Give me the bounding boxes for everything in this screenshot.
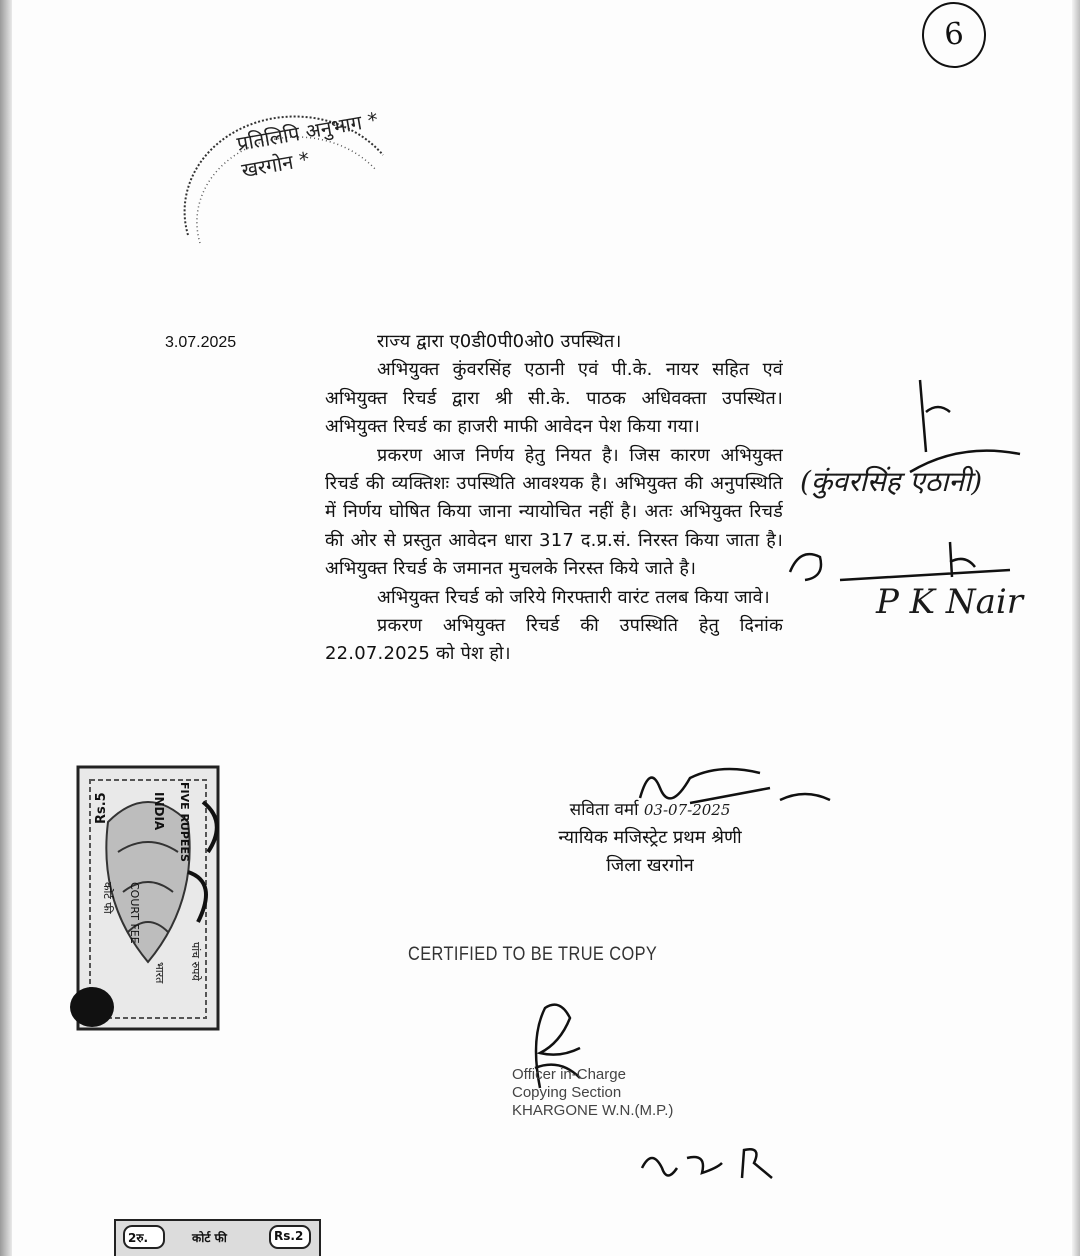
officer-seal — [512, 1066, 673, 1120]
order-date: 3.07.2025 — [165, 334, 237, 351]
officer-line: KHARGONE W.N.(M.P.) — [512, 1102, 674, 1119]
magistrate-sign-date: 03-07-2025 — [643, 801, 731, 819]
office-seal — [168, 95, 408, 265]
officer-line: Copying Section — [512, 1084, 622, 1101]
stamp-value-words: FIVE RUPEES — [178, 782, 191, 862]
kunwar-signature: (कुंवरसिंह एठानी) — [800, 465, 983, 498]
page-number: 6 — [919, 0, 990, 71]
pk-nair-signature: P K Nair — [876, 582, 1024, 622]
stamp-denomination: Rs.5 — [94, 792, 109, 824]
stamp2-denomination: Rs.2 — [274, 1229, 304, 1243]
magistrate-name: सविता वर्मा — [569, 800, 639, 820]
stamp-hindi-label: कोर्ट फी — [101, 882, 114, 914]
court-fee-stamp — [68, 762, 220, 1042]
stamp2-label-hindi: कोर्ट फी — [192, 1231, 227, 1245]
officer-line: Officer in-Charge — [512, 1066, 626, 1083]
order-paragraph: प्रकरण अभियुक्त रिचर्ड की उपस्थिति हेतु दिनांक 22.07.2025 को पेश हो। — [325, 615, 783, 665]
order-paragraph: अभियुक्त रिचर्ड को जरिये गिरफ्तारी वारंट तलब किया जावे। — [377, 586, 770, 608]
stamp-hindi-country: भारत — [153, 962, 166, 984]
court-fee-stamp-2 — [110, 1218, 325, 1256]
magistrate-district: जिला खरगोन — [606, 855, 694, 876]
page-edge-shadow — [1072, 0, 1080, 1256]
stamp-hindi-value: पांच रुपये — [189, 942, 202, 981]
stamp2-denomination-hindi: 2रु. — [128, 1231, 149, 1245]
stamp-country: INDIA — [152, 792, 166, 831]
magistrate-designation: न्यायिक मजिस्ट्रेट प्रथम श्रेणी — [558, 827, 742, 848]
magistrate-name-line — [520, 796, 780, 824]
magistrate-sign-block — [520, 796, 780, 880]
initials-signature-icon — [632, 1138, 782, 1188]
order-body — [325, 328, 783, 669]
order-paragraph: प्रकरण आज निर्णय हेतु नियत है। जिस कारण अभियुक्त रिचर्ड की व्यक्तिशः उपस्थिति आवश्यक है। अभियुक्त की अनुपस्थिति में निर्णय घोषित किया जाना न्यायोचित नहीं है। अतः अभियुक्त रिचर्ड की ओर से प्रस्तुत आवेदन धारा 317 द.प्र.सं. निरस्त किया जाता है। अभियुक्त रिचर्ड के जमानत मुचलके निरस्त किये जाते है। — [325, 444, 783, 580]
court-fee-stamp-icon — [68, 762, 220, 1042]
stamp-label: COURT FEE — [128, 882, 141, 944]
order-paragraph: राज्य द्वारा ए0डी0पी0ओ0 उपस्थित। — [377, 331, 622, 352]
certified-true-copy-stamp: CERTIFIED TO BE TRUE COPY — [408, 944, 658, 965]
page-edge-shadow — [0, 0, 12, 1256]
seal-text: प्रतिलिपि अनुभाग * खरगोन * — [234, 107, 380, 183]
order-paragraph: अभियुक्त कुंवरसिंह एठानी एवं पी.के. नायर सहित एवं अभियुक्त रिचर्ड द्वारा श्री सी.के. पाठक अधिवक्ता उपस्थित। अभियुक्त रिचर्ड का हाजरी माफी आवेदन पेश किया गया। — [325, 359, 783, 438]
